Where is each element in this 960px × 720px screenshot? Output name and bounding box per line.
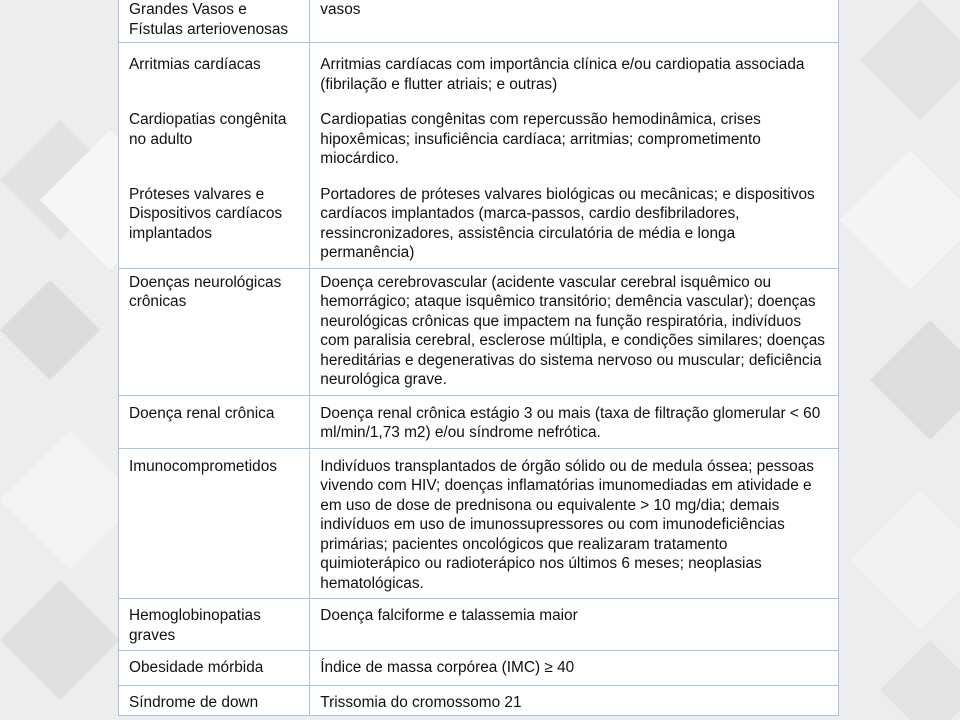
- description-cell: [310, 395, 839, 448]
- condition-cell: [119, 685, 310, 716]
- description-text: Indivíduos transplantados de órgão sólido ou de medula óssea; pessoas vivendo com HIV; doenças inflamatórias imunomediadas em atividade e em uso de dose de prednisona ou equivalente > 10 mg/dia; demais indivíduos em uso de imunossupressores ou com imunodeficiências primárias; pacientes oncológicos que realizaram tratamento quimioterápico ou radioterápico nos últimos 6 meses; neoplasias hematológicas.: [320, 457, 814, 592]
- condition-text: Doença renal crônica: [129, 404, 275, 422]
- condition-cell: [119, 599, 310, 651]
- table-row: [119, 448, 839, 599]
- table-row: [119, 685, 839, 716]
- table-row: [119, 0, 839, 43]
- description-text: Índice de massa corpórea (IMC) ≥ 40: [320, 659, 575, 676]
- risk-conditions-table-container: [118, 0, 839, 716]
- description-cell: [310, 43, 839, 98]
- description-text: Arritmias cardíacas com importância clínica e/ou cardiopatia associada (fibrilação e flutter atriais; e outras): [320, 56, 805, 93]
- description-text: Doença cerebrovascular (acidente vascular cerebral isquêmico ou hemorrágico; ataque isquêmico transitório; demência vascular); doenças neurológicas crônicas que impactem na função respiratória, indivíduos com paralisia cerebral, esclerose múltipla, e condições similares; doenças hereditárias e degenerativas do sistema nervoso ou muscular; deficiência neurológica grave.: [320, 273, 825, 388]
- table-row: [119, 268, 839, 395]
- description-cell: [310, 685, 839, 716]
- description-cell: [310, 268, 839, 395]
- table-row: [119, 651, 839, 686]
- table-row: [119, 599, 839, 651]
- description-text: Portadores de próteses valvares biológicas ou mecânicas; e dispositivos cardíacos implantados (marca-passos, cardio desfibriladores, ressincronizadores, assistência circulatória de média e longa permanência): [320, 185, 815, 261]
- risk-conditions-table: [118, 0, 839, 716]
- table-row: [119, 43, 839, 98]
- condition-cell: [119, 395, 310, 448]
- condition-text: Próteses valvares e Dispositivos cardíacos implantados: [129, 185, 283, 242]
- description-cell: [310, 599, 839, 651]
- table-row: [119, 172, 839, 268]
- description-cell: [310, 98, 839, 173]
- description-text: Trissomia do cromossomo 21: [320, 693, 522, 711]
- description-text: vasos: [320, 1, 361, 18]
- description-text: Doença renal crônica estágio 3 ou mais (taxa de filtração glomerular < 60 ml/min/1,73 m2) e/ou síndrome nefrótica.: [320, 404, 821, 441]
- condition-text: Doenças neurológicas crônicas: [129, 273, 282, 310]
- description-cell: [310, 0, 839, 43]
- condition-text: Síndrome de down: [129, 693, 259, 711]
- table-row: [119, 98, 839, 173]
- condition-text: Arritmias cardíacas: [129, 56, 261, 73]
- condition-cell: [119, 43, 310, 98]
- description-text: Cardiopatias congênitas com repercussão hemodinâmica, crises hipoxêmicas; insuficiência cardíaca; arritmias; comprometimento miocárdico.: [320, 111, 761, 167]
- condition-cell: [119, 651, 310, 686]
- condition-cell: [119, 448, 310, 599]
- description-cell: [310, 172, 839, 268]
- condition-text: Cardiopatias congênita no adulto: [129, 111, 287, 148]
- condition-text: Obesidade mórbida: [129, 659, 264, 676]
- condition-cell: [119, 268, 310, 395]
- table-row: [119, 395, 839, 448]
- condition-text: Grandes Vasos e Fístulas arteriovenosas: [129, 1, 289, 38]
- condition-text: Imunocomprometidos: [129, 457, 277, 475]
- condition-cell: [119, 172, 310, 268]
- description-text: Doença falciforme e talassemia maior: [320, 607, 578, 624]
- condition-cell: [119, 0, 310, 43]
- condition-cell: [119, 98, 310, 173]
- condition-text: Hemoglobinopatias graves: [129, 607, 261, 644]
- description-cell: [310, 651, 839, 686]
- description-cell: [310, 448, 839, 599]
